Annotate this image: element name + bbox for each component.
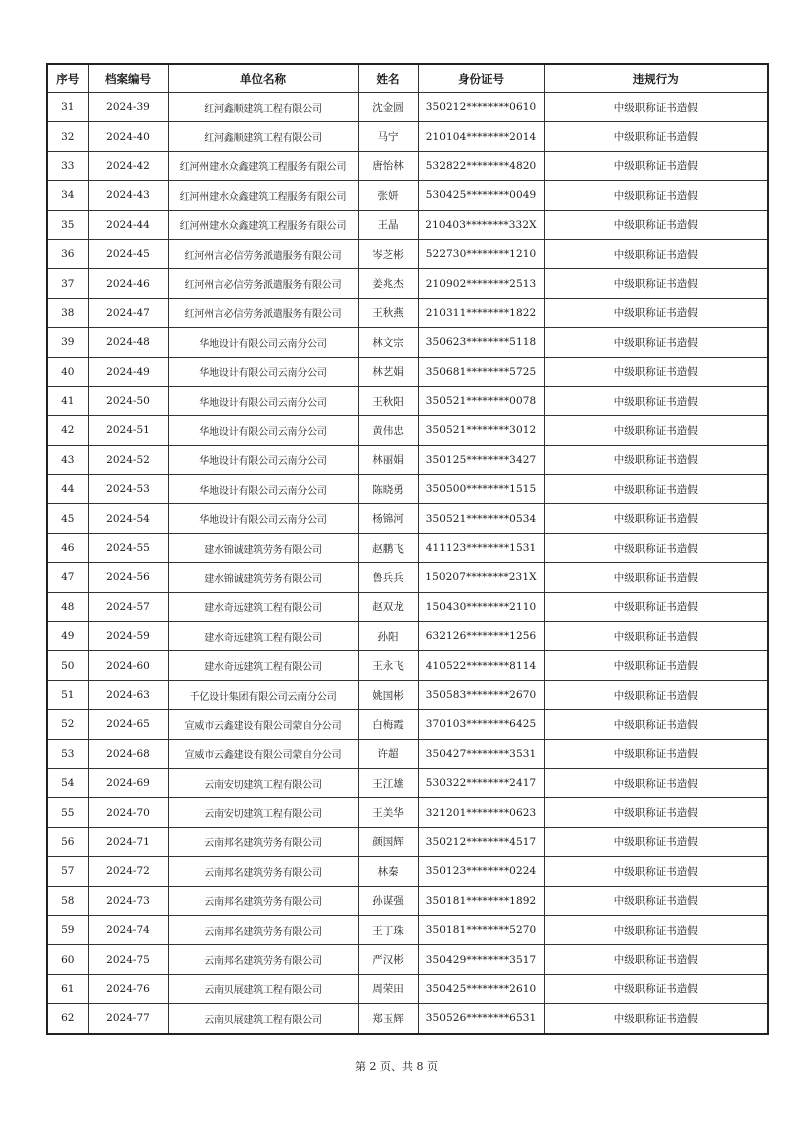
cell-violation: 中级职称证书造假 — [544, 504, 768, 533]
table-row — [47, 298, 768, 327]
cell-seq: 33 — [47, 151, 88, 180]
cell-unit-name: 云南贝展建筑工程有限公司 — [168, 1004, 358, 1034]
cell-file-no: 2024-60 — [88, 651, 168, 680]
cell-person-name: 王丁珠 — [358, 915, 418, 944]
cell-violation: 中级职称证书造假 — [544, 857, 768, 886]
cell-person-name: 赵鹏飞 — [358, 533, 418, 562]
table-row — [47, 181, 768, 210]
cell-id-number: 370103********6425 — [418, 710, 544, 739]
cell-seq: 61 — [47, 974, 88, 1003]
cell-seq: 31 — [47, 93, 88, 122]
cell-unit-name: 红河州建水众鑫建筑工程服务有限公司 — [168, 151, 358, 180]
table-row — [47, 269, 768, 298]
cell-unit-name: 红河州建水众鑫建筑工程服务有限公司 — [168, 181, 358, 210]
cell-unit-name: 华地设计有限公司云南分公司 — [168, 416, 358, 445]
cell-violation: 中级职称证书造假 — [544, 298, 768, 327]
cell-id-number: 350181********1892 — [418, 886, 544, 915]
cell-person-name: 姜兆杰 — [358, 269, 418, 298]
table-row — [47, 886, 768, 915]
cell-person-name: 白梅霞 — [358, 710, 418, 739]
cell-person-name: 王晶 — [358, 210, 418, 239]
cell-id-number: 350526********6531 — [418, 1004, 544, 1034]
cell-unit-name: 云南邦名建筑劳务有限公司 — [168, 827, 358, 856]
table-row — [47, 151, 768, 180]
cell-violation: 中级职称证书造假 — [544, 680, 768, 709]
cell-id-number: 350521********0534 — [418, 504, 544, 533]
cell-unit-name: 云南安切建筑工程有限公司 — [168, 768, 358, 797]
cell-id-number: 350427********3531 — [418, 739, 544, 768]
header-name: 姓名 — [358, 64, 418, 93]
cell-violation: 中级职称证书造假 — [544, 710, 768, 739]
header-id-no: 身份证号 — [418, 64, 544, 93]
cell-seq: 37 — [47, 269, 88, 298]
cell-seq: 55 — [47, 798, 88, 827]
table-row — [47, 974, 768, 1003]
cell-violation: 中级职称证书造假 — [544, 328, 768, 357]
cell-unit-name: 华地设计有限公司云南分公司 — [168, 504, 358, 533]
cell-unit-name: 建水奇远建筑工程有限公司 — [168, 622, 358, 651]
cell-unit-name: 云南邦名建筑劳务有限公司 — [168, 857, 358, 886]
cell-unit-name: 华地设计有限公司云南分公司 — [168, 475, 358, 504]
cell-file-no: 2024-55 — [88, 533, 168, 562]
cell-person-name: 严汉彬 — [358, 945, 418, 974]
cell-file-no: 2024-70 — [88, 798, 168, 827]
table-row — [47, 563, 768, 592]
table-row — [47, 475, 768, 504]
cell-unit-name: 宣威市云鑫建设有限公司蒙自分公司 — [168, 739, 358, 768]
cell-person-name: 杨锦河 — [358, 504, 418, 533]
cell-violation: 中级职称证书造假 — [544, 93, 768, 122]
cell-seq: 57 — [47, 857, 88, 886]
table-row — [47, 768, 768, 797]
cell-seq: 53 — [47, 739, 88, 768]
cell-person-name: 周荣田 — [358, 974, 418, 1003]
cell-violation: 中级职称证书造假 — [544, 886, 768, 915]
cell-seq: 51 — [47, 680, 88, 709]
cell-violation: 中级职称证书造假 — [544, 269, 768, 298]
header-seq: 序号 — [47, 64, 88, 93]
cell-id-number: 532822********4820 — [418, 151, 544, 180]
header-violation: 违规行为 — [544, 64, 768, 93]
cell-violation: 中级职称证书造假 — [544, 1004, 768, 1034]
cell-seq: 56 — [47, 827, 88, 856]
table-row — [47, 798, 768, 827]
table-row — [47, 357, 768, 386]
cell-file-no: 2024-42 — [88, 151, 168, 180]
cell-id-number: 350123********0224 — [418, 857, 544, 886]
cell-violation: 中级职称证书造假 — [544, 181, 768, 210]
cell-violation: 中级职称证书造假 — [544, 122, 768, 151]
cell-violation: 中级职称证书造假 — [544, 210, 768, 239]
table-row — [47, 680, 768, 709]
cell-file-no: 2024-77 — [88, 1004, 168, 1034]
table-row — [47, 827, 768, 856]
table-row — [47, 857, 768, 886]
cell-unit-name: 红河鑫顺建筑工程有限公司 — [168, 122, 358, 151]
cell-violation: 中级职称证书造假 — [544, 357, 768, 386]
cell-file-no: 2024-68 — [88, 739, 168, 768]
cell-unit-name: 红河州言必信劳务派遣服务有限公司 — [168, 269, 358, 298]
cell-id-number: 530425********0049 — [418, 181, 544, 210]
cell-file-no: 2024-73 — [88, 886, 168, 915]
table-row — [47, 239, 768, 268]
cell-seq: 60 — [47, 945, 88, 974]
cell-unit-name: 华地设计有限公司云南分公司 — [168, 445, 358, 474]
cell-file-no: 2024-44 — [88, 210, 168, 239]
cell-seq: 35 — [47, 210, 88, 239]
cell-violation: 中级职称证书造假 — [544, 533, 768, 562]
cell-violation: 中级职称证书造假 — [544, 622, 768, 651]
cell-person-name: 林艺娟 — [358, 357, 418, 386]
cell-id-number: 321201********0623 — [418, 798, 544, 827]
header-row — [47, 64, 768, 93]
cell-seq: 42 — [47, 416, 88, 445]
table-header — [47, 64, 768, 93]
table-row — [47, 328, 768, 357]
cell-id-number: 150430********2110 — [418, 592, 544, 621]
cell-id-number: 210104********2014 — [418, 122, 544, 151]
page-footer: 第 2 页、共 8 页 — [355, 1060, 438, 1073]
cell-seq: 43 — [47, 445, 88, 474]
table-row — [47, 592, 768, 621]
cell-seq: 45 — [47, 504, 88, 533]
table-row — [47, 533, 768, 562]
cell-seq: 36 — [47, 239, 88, 268]
cell-unit-name: 云南邦名建筑劳务有限公司 — [168, 945, 358, 974]
table-row — [47, 386, 768, 415]
cell-unit-name: 红河州建水众鑫建筑工程服务有限公司 — [168, 210, 358, 239]
cell-id-number: 632126********1256 — [418, 622, 544, 651]
cell-file-no: 2024-57 — [88, 592, 168, 621]
cell-file-no: 2024-71 — [88, 827, 168, 856]
table-row — [47, 122, 768, 151]
cell-id-number: 350500********1515 — [418, 475, 544, 504]
cell-violation: 中级职称证书造假 — [544, 445, 768, 474]
cell-seq: 40 — [47, 357, 88, 386]
cell-violation: 中级职称证书造假 — [544, 739, 768, 768]
cell-person-name: 许超 — [358, 739, 418, 768]
cell-file-no: 2024-40 — [88, 122, 168, 151]
table-row — [47, 210, 768, 239]
cell-person-name: 王江雄 — [358, 768, 418, 797]
cell-file-no: 2024-75 — [88, 945, 168, 974]
cell-seq: 39 — [47, 328, 88, 357]
cell-violation: 中级职称证书造假 — [544, 239, 768, 268]
table-row — [47, 622, 768, 651]
cell-person-name: 林秦 — [358, 857, 418, 886]
cell-seq: 49 — [47, 622, 88, 651]
cell-file-no: 2024-46 — [88, 269, 168, 298]
cell-id-number: 210403********332X — [418, 210, 544, 239]
cell-unit-name: 建水锦诚建筑劳务有限公司 — [168, 563, 358, 592]
cell-unit-name: 建水锦诚建筑劳务有限公司 — [168, 533, 358, 562]
cell-seq: 52 — [47, 710, 88, 739]
cell-person-name: 林丽娟 — [358, 445, 418, 474]
cell-seq: 50 — [47, 651, 88, 680]
cell-unit-name: 红河州言必信劳务派遣服务有限公司 — [168, 298, 358, 327]
cell-file-no: 2024-65 — [88, 710, 168, 739]
cell-violation: 中级职称证书造假 — [544, 386, 768, 415]
cell-violation: 中级职称证书造假 — [544, 945, 768, 974]
table-row — [47, 915, 768, 944]
cell-id-number: 410522********8114 — [418, 651, 544, 680]
cell-seq: 32 — [47, 122, 88, 151]
cell-id-number: 522730********1210 — [418, 239, 544, 268]
cell-seq: 59 — [47, 915, 88, 944]
table-row — [47, 651, 768, 680]
header-file-no: 档案编号 — [88, 64, 168, 93]
cell-person-name: 陈晓勇 — [358, 475, 418, 504]
cell-file-no: 2024-76 — [88, 974, 168, 1003]
cell-unit-name: 红河鑫顺建筑工程有限公司 — [168, 93, 358, 122]
cell-person-name: 姚国彬 — [358, 680, 418, 709]
cell-unit-name: 千亿设计集团有限公司云南分公司 — [168, 680, 358, 709]
cell-person-name: 郑玉辉 — [358, 1004, 418, 1034]
cell-file-no: 2024-52 — [88, 445, 168, 474]
cell-person-name: 岑芝彬 — [358, 239, 418, 268]
cell-person-name: 王永飞 — [358, 651, 418, 680]
cell-unit-name: 华地设计有限公司云南分公司 — [168, 386, 358, 415]
cell-seq: 34 — [47, 181, 88, 210]
cell-person-name: 王秋燕 — [358, 298, 418, 327]
cell-person-name: 孙阳 — [358, 622, 418, 651]
table-row — [47, 739, 768, 768]
cell-file-no: 2024-51 — [88, 416, 168, 445]
cell-file-no: 2024-49 — [88, 357, 168, 386]
cell-unit-name: 建水奇远建筑工程有限公司 — [168, 651, 358, 680]
cell-id-number: 350521********0078 — [418, 386, 544, 415]
cell-unit-name: 云南贝展建筑工程有限公司 — [168, 974, 358, 1003]
cell-id-number: 210902********2513 — [418, 269, 544, 298]
cell-violation: 中级职称证书造假 — [544, 592, 768, 621]
cell-id-number: 411123********1531 — [418, 533, 544, 562]
cell-id-number: 350583********2670 — [418, 680, 544, 709]
cell-violation: 中级职称证书造假 — [544, 475, 768, 504]
violation-table — [46, 63, 769, 1035]
cell-file-no: 2024-48 — [88, 328, 168, 357]
cell-person-name: 黄伟忠 — [358, 416, 418, 445]
cell-unit-name: 云南邦名建筑劳务有限公司 — [168, 915, 358, 944]
cell-unit-name: 宣威市云鑫建设有限公司蒙自分公司 — [168, 710, 358, 739]
cell-person-name: 马宁 — [358, 122, 418, 151]
cell-person-name: 张妍 — [358, 181, 418, 210]
cell-person-name: 沈金圆 — [358, 93, 418, 122]
cell-unit-name: 华地设计有限公司云南分公司 — [168, 357, 358, 386]
cell-file-no: 2024-39 — [88, 93, 168, 122]
cell-violation: 中级职称证书造假 — [544, 798, 768, 827]
cell-unit-name: 云南安切建筑工程有限公司 — [168, 798, 358, 827]
cell-id-number: 350125********3427 — [418, 445, 544, 474]
cell-unit-name: 华地设计有限公司云南分公司 — [168, 328, 358, 357]
table-row — [47, 416, 768, 445]
cell-file-no: 2024-63 — [88, 680, 168, 709]
cell-person-name: 唐怡林 — [358, 151, 418, 180]
cell-id-number: 350521********3012 — [418, 416, 544, 445]
table-row — [47, 93, 768, 122]
table-row — [47, 1004, 768, 1034]
cell-person-name: 鲁兵兵 — [358, 563, 418, 592]
table-row — [47, 445, 768, 474]
cell-id-number: 350181********5270 — [418, 915, 544, 944]
cell-seq: 47 — [47, 563, 88, 592]
cell-file-no: 2024-69 — [88, 768, 168, 797]
cell-person-name: 王美华 — [358, 798, 418, 827]
table-body — [47, 93, 768, 1034]
cell-id-number: 350429********3517 — [418, 945, 544, 974]
cell-file-no: 2024-53 — [88, 475, 168, 504]
cell-violation: 中级职称证书造假 — [544, 651, 768, 680]
cell-seq: 62 — [47, 1004, 88, 1034]
cell-unit-name: 红河州言必信劳务派遣服务有限公司 — [168, 239, 358, 268]
cell-seq: 44 — [47, 475, 88, 504]
cell-file-no: 2024-59 — [88, 622, 168, 651]
cell-person-name: 王秋阳 — [358, 386, 418, 415]
cell-violation: 中级职称证书造假 — [544, 974, 768, 1003]
cell-seq: 58 — [47, 886, 88, 915]
cell-person-name: 孙谋强 — [358, 886, 418, 915]
cell-file-no: 2024-47 — [88, 298, 168, 327]
cell-unit-name: 云南邦名建筑劳务有限公司 — [168, 886, 358, 915]
cell-id-number: 350212********0610 — [418, 93, 544, 122]
cell-seq: 54 — [47, 768, 88, 797]
cell-file-no: 2024-72 — [88, 857, 168, 886]
cell-file-no: 2024-45 — [88, 239, 168, 268]
cell-seq: 48 — [47, 592, 88, 621]
cell-file-no: 2024-56 — [88, 563, 168, 592]
cell-id-number: 350681********5725 — [418, 357, 544, 386]
cell-seq: 46 — [47, 533, 88, 562]
cell-unit-name: 建水奇远建筑工程有限公司 — [168, 592, 358, 621]
cell-id-number: 150207********231X — [418, 563, 544, 592]
cell-violation: 中级职称证书造假 — [544, 768, 768, 797]
table-row — [47, 504, 768, 533]
cell-seq: 41 — [47, 386, 88, 415]
cell-person-name: 赵双龙 — [358, 592, 418, 621]
cell-id-number: 350212********4517 — [418, 827, 544, 856]
cell-id-number: 210311********1822 — [418, 298, 544, 327]
cell-file-no: 2024-74 — [88, 915, 168, 944]
cell-file-no: 2024-50 — [88, 386, 168, 415]
cell-id-number: 350425********2610 — [418, 974, 544, 1003]
cell-file-no: 2024-43 — [88, 181, 168, 210]
cell-violation: 中级职称证书造假 — [544, 416, 768, 445]
table-row — [47, 710, 768, 739]
table-row — [47, 945, 768, 974]
cell-person-name: 颜国辉 — [358, 827, 418, 856]
header-unit: 单位名称 — [168, 64, 358, 93]
cell-person-name: 林文宗 — [358, 328, 418, 357]
cell-seq: 38 — [47, 298, 88, 327]
cell-violation: 中级职称证书造假 — [544, 827, 768, 856]
cell-violation: 中级职称证书造假 — [544, 915, 768, 944]
cell-id-number: 530322********2417 — [418, 768, 544, 797]
cell-id-number: 350623********5118 — [418, 328, 544, 357]
cell-file-no: 2024-54 — [88, 504, 168, 533]
cell-violation: 中级职称证书造假 — [544, 151, 768, 180]
cell-violation: 中级职称证书造假 — [544, 563, 768, 592]
